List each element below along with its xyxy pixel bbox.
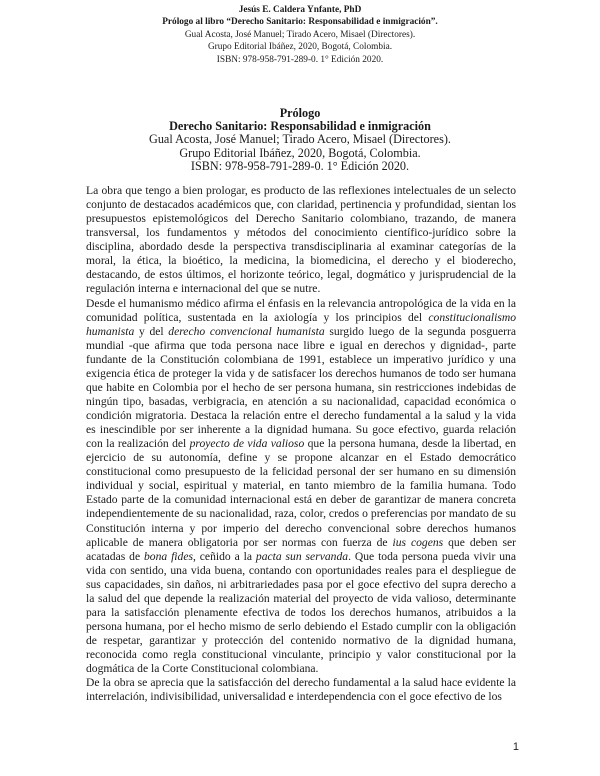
paragraph-2-text: Desde el humanismo médico afirma el énfasis en la relevancia antropológica de la vida en la comunidad política, sustentada en la axiología y los principios del (86, 296, 516, 324)
editors-line-main: Gual Acosta, José Manuel; Tirado Acero, Misael (Directores). (149, 132, 451, 147)
editors-line: Gual Acosta, José Manuel; Tirado Acero, Misael (Directores). (184, 29, 416, 40)
document-header-main (0, 107, 600, 173)
paragraph-2-text: y del (134, 324, 169, 338)
paragraph-2-text: que deben ser acatadas de (86, 535, 516, 563)
body-text (86, 184, 516, 704)
paragraph-2-text: , ceñido a la (192, 549, 256, 563)
isbn-line-main: ISBN: 978-958-791-289-0. 1° Edición 2020. (190, 158, 410, 173)
italic-term: bona fides (144, 549, 193, 563)
paragraph-1: La obra que tengo a bien prologar, es producto de las reflexiones intelectuales de un selecto conjunto de destacados académicos que, con claridad, pertinencia y profundidad, sientan los presupuestos epistemológicos del Derecho Sanitario colombiano, trazando, de manera transversal, los fundamentos y métodos del conocimiento científico-jurídico sobre la disciplina, abordado desde la perspectiva transdisciplinaria al examinar categorías de la moral, la ética, la bioético, la medicina, la biomedicina, el derecho y el bioderecho, destacando, de estos últimos, el horizonte teórico, legal, dogmático y jurisprudencial de la regulación interna e internacional del que se nutre. (86, 184, 516, 296)
paragraph-2 (86, 297, 516, 677)
document-header-small (0, 4, 600, 66)
publisher-line: Grupo Editorial Ibáñez, 2020, Bogotá, Colombia. (207, 42, 393, 53)
italic-term: constitucionalismo humanista (86, 310, 516, 338)
publisher-line-main: Grupo Editorial Ibáñez, 2020, Bogotá, Colombia. (179, 145, 421, 160)
paragraph-2-text: . Que toda persona pueda vivir una vida con sentido, una vida buena, contando con oportunidades reales para el despliegue de sus capacidades, sin daños, ni arbitrariedades pasa por el goce efectivo del supra derecho a la salud del que depende la realización material del proyecto de vida valioso, determinante para la satisfacción plenamente efectiva de todos los derechos humanos, atribuidos a la persona humana, por el hecho mismo de serlo debiendo el Estado cumplir con la obligación de respetar, garantizar y protección del contenido normativo de la dignidad humana, reconocida como regla constitucional vinculante, principio y valor constitucional por la dogmática de la Corte Constitucional colombiana. (86, 549, 516, 676)
italic-term: derecho convencional humanista (168, 324, 325, 338)
italic-term: pacta sun servanda (255, 549, 349, 563)
page-number: 1 (512, 741, 519, 753)
paragraph-2-text: surgido luego de la segunda posguerra mundial -que afirma que toda persona nace libre e igual en derechos y dignidad-, parte fundante de la Constitución colombiana de 1991, establece un imperativo jurídico y una exigencia ética de proteger la vida y de satisfacer los derechos humanos de todo ser humana que habite en Colombia por el hecho de ser persona humana, sin restricciones indebidas de ningún tipo, basadas, verbigracia, en atención a su nacionalidad, capacidad económica o condición migratoria. Destaca la relación entre el derecho fundamental a la salud y la vida es inescindible por ser inherente a la dignidad humana. Su goce efectivo, guarda relación con la realización del (86, 324, 517, 451)
isbn-line: ISBN: 978-958-791-289-0. 1° Edición 2020. (216, 54, 384, 65)
book-title: Derecho Sanitario: Responsabilidad e inmigración (169, 119, 431, 134)
prologue-heading: Prólogo (279, 106, 321, 120)
italic-term: proyecto de vida valioso (189, 437, 305, 451)
italic-term: ius cogens (392, 535, 444, 549)
book-line: Prólogo al libro “Derecho Sanitario: Responsabilidad e inmigración”. (162, 17, 438, 28)
author-line: Jesús E. Caldera Ynfante, PhD (238, 5, 362, 15)
paragraph-2-text: que la persona humana, desde la libertad, en ejercicio de su autonomía, define y se propone alcanzar en el Estado democrático constitucional como presupuesto de la felicidad personal der ser humano en su dimensión individual y social, espiritual y material, en tanto miembro de la familia humana. Todo Estado parte de la comunidad internacional está en deber de garantizar de manera concreta independientemente de su nacionalidad, raza, color, credos o preferencias por mandato de su Constitución interna y por imperio del derecho convencional sobre derechos humanos aplicable de manera obligatoria por ser normas con fuerza de (86, 437, 516, 549)
paragraph-3: De la obra se aprecia que la satisfacción del derecho fundamental a la salud hace evidente la interrelación, indivisibilidad, universalidad e interdependencia con el goce efectivo de los (86, 676, 516, 704)
